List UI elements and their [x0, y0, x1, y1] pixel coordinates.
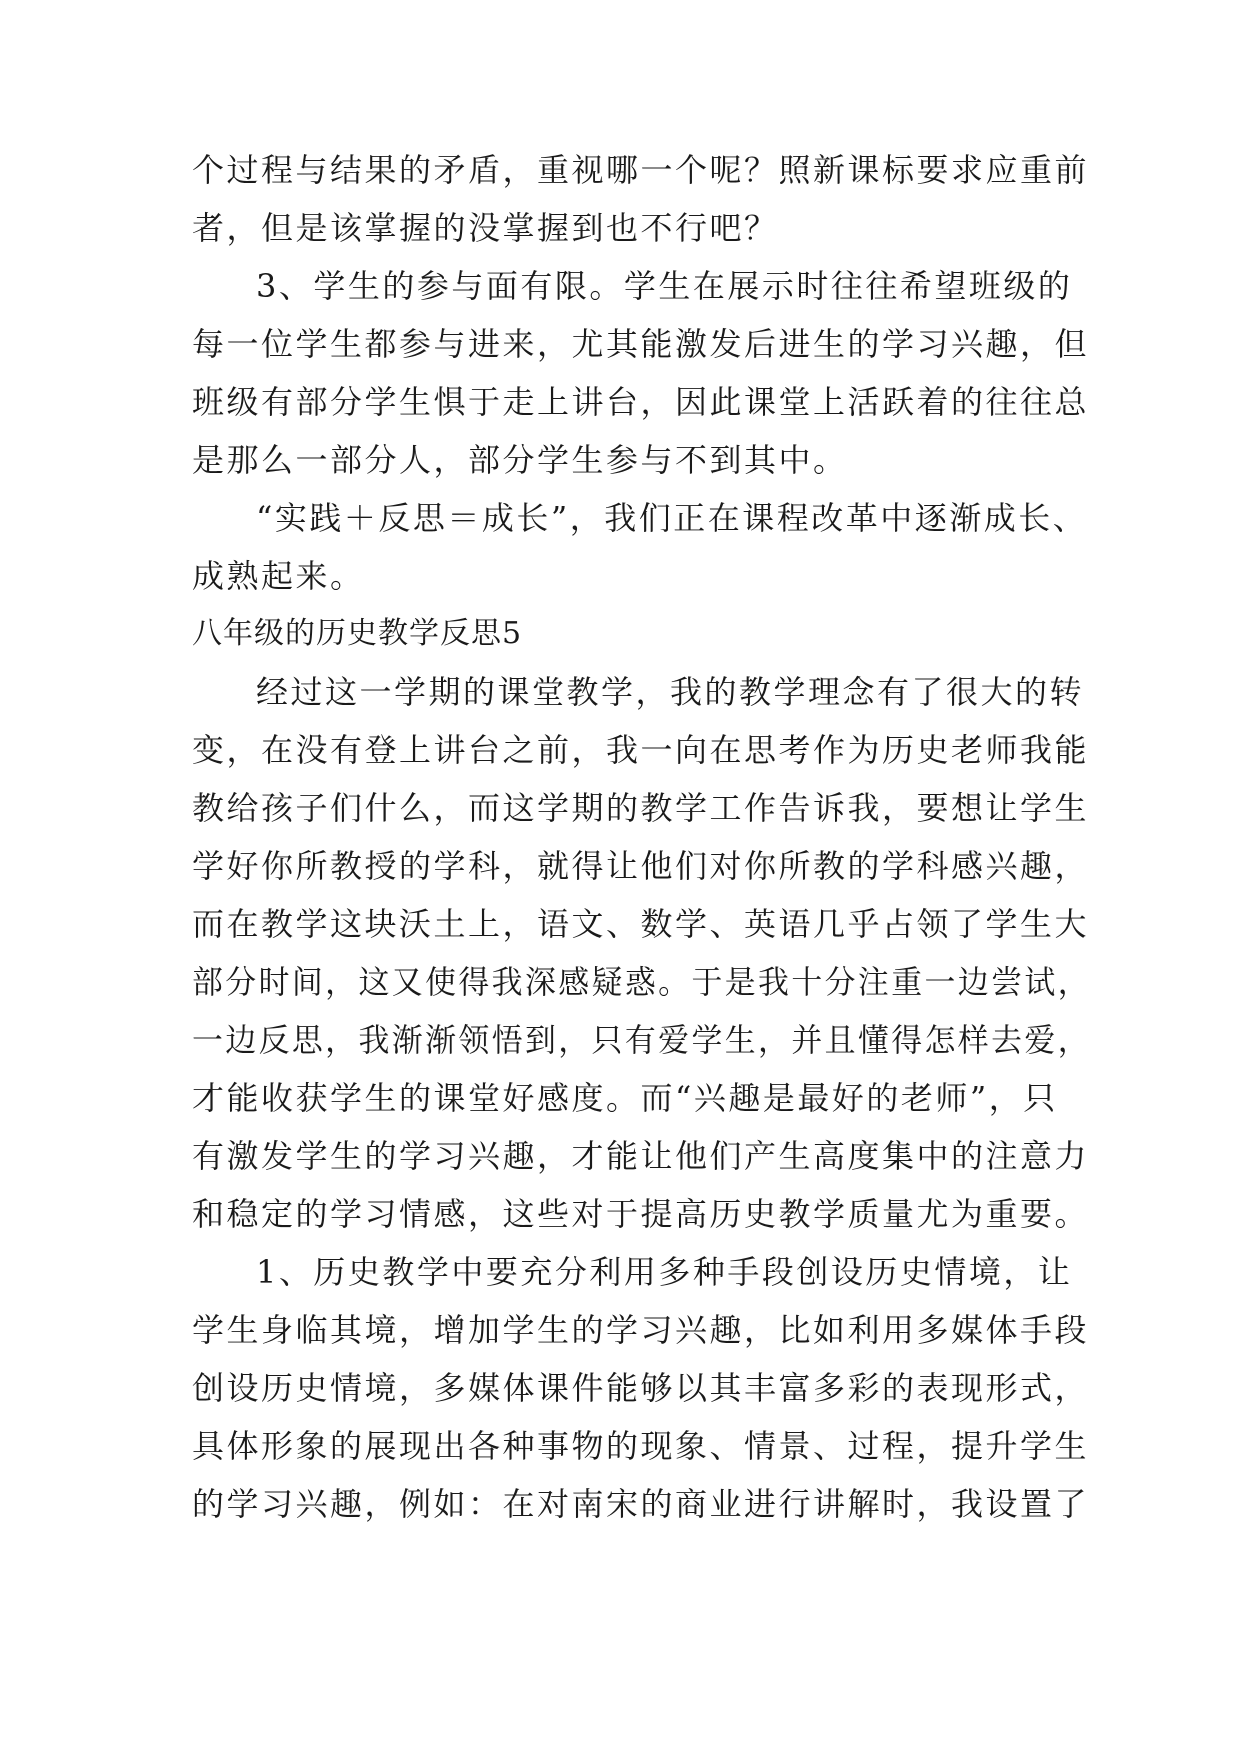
body-text-line: 每一位学生都参与进来，尤其能激发后进生的学习兴趣，但 — [192, 325, 1090, 363]
body-text-line: 经过这一学期的课堂教学，我的教学理念有了很大的转 — [256, 673, 1085, 711]
body-text-line: 成熟起来。 — [192, 557, 365, 595]
body-text-line: 学生身临其境，增加学生的学习兴趣，比如利用多媒体手段 — [192, 1311, 1090, 1349]
body-text-line: 是那么一部分人，部分学生参与不到其中。 — [192, 441, 848, 479]
body-text-line: 的学习兴趣，例如：在对南宋的商业进行讲解时，我设置了 — [192, 1485, 1090, 1523]
section-heading: 八年级的历史教学反思5 — [192, 616, 523, 651]
body-text-line: 创设历史情境，多媒体课件能够以其丰富多彩的表现形式， — [192, 1369, 1090, 1407]
body-text-line: 3、学生的参与面有限。学生在展示时往往希望班级的 — [256, 267, 1073, 305]
quote-line: “实践＋反思＝成长”，我们正在课程改革中逐渐成长、 — [256, 499, 1088, 537]
body-text-line: 者，但是该掌握的没掌握到也不行吧？ — [192, 209, 779, 247]
body-text-line: 个过程与结果的矛盾，重视哪一个呢？照新课标要求应重前 — [192, 151, 1090, 189]
body-text-line: 具体形象的展现出各种事物的现象、情景、过程，提升学生 — [192, 1427, 1090, 1465]
body-text-line: 部分时间，这又使得我深感疑惑。于是我十分注重一边尝试， — [192, 963, 1092, 1001]
body-text-line: 教给孩子们什么，而这学期的教学工作告诉我，要想让学生 — [192, 789, 1090, 827]
body-text-line: 学好你所教授的学科，就得让他们对你所教的学科感兴趣， — [192, 847, 1090, 885]
body-text-line: 班级有部分学生惧于走上讲台，因此课堂上活跃着的往往总 — [192, 383, 1090, 421]
body-text-line: 有激发学生的学习兴趣，才能让他们产生高度集中的注意力 — [192, 1137, 1090, 1175]
body-text-line: 一边反思，我渐渐领悟到，只有爱学生，并且懂得怎样去爱， — [192, 1021, 1092, 1059]
body-text-line: 才能收获学生的课堂好感度。而“兴趣是最好的老师”，只 — [192, 1079, 1058, 1117]
body-text-line: 而在教学这块沃土上，语文、数学、英语几乎占领了学生大 — [192, 905, 1090, 943]
body-text-line: 1、历史教学中要充分利用多种手段创设历史情境，让 — [256, 1253, 1073, 1291]
body-text-line: 和稳定的学习情感，这些对于提高历史教学质量尤为重要。 — [192, 1195, 1090, 1233]
body-text-line: 变，在没有登上讲台之前，我一向在思考作为历史老师我能 — [192, 731, 1090, 769]
